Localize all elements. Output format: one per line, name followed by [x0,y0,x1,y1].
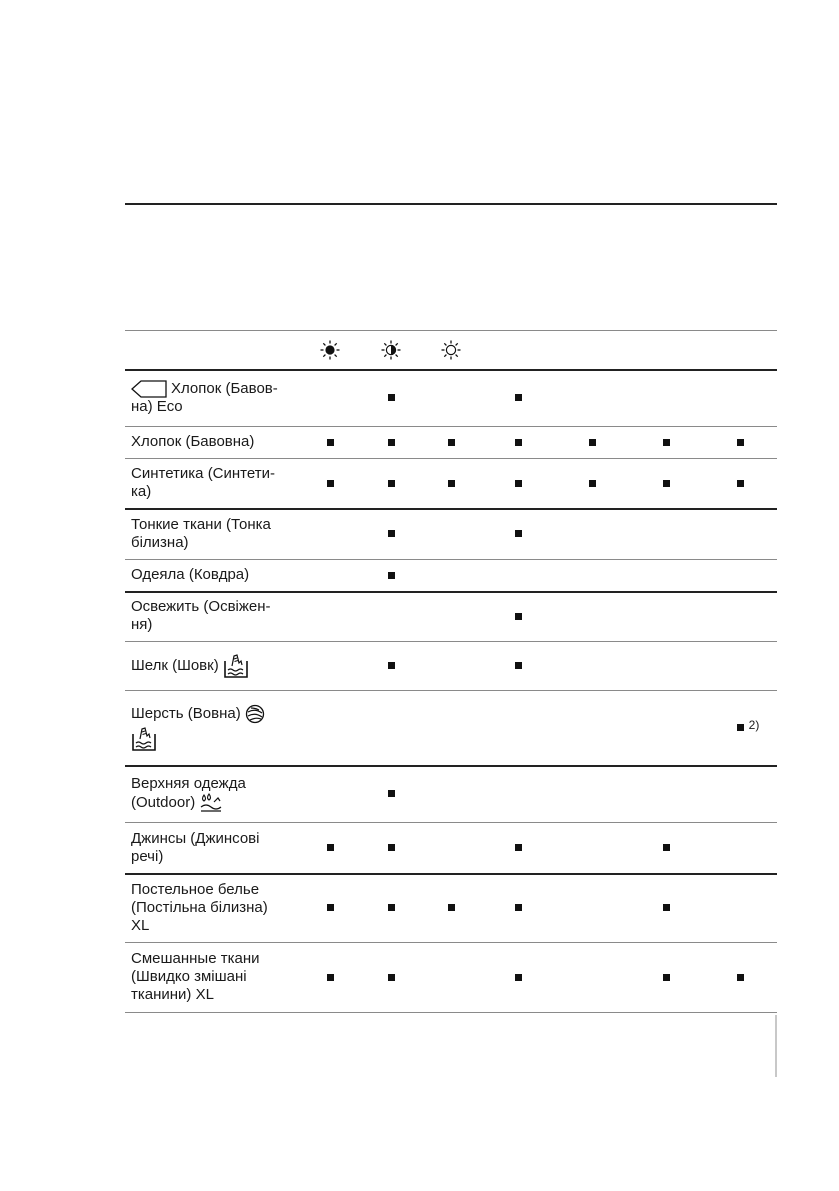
program-name-line [131,848,301,866]
wool-icon [245,704,265,724]
program-name-text: Постельное белье [131,880,260,898]
option-mark [448,904,455,911]
option-mark [515,844,522,851]
program-name-text: (Постільна білизна) [131,898,268,916]
option-mark [327,439,334,446]
option-mark [515,974,522,981]
table-row [125,822,777,873]
program-name-text: Смешанные ткани [131,950,260,967]
option-mark [589,439,596,446]
option-mark [448,480,455,487]
table-row [125,458,777,508]
program-name-line [131,516,301,534]
option-mark [388,439,395,446]
program-name-line [131,616,301,634]
program-name-line [131,968,301,986]
option-mark [515,530,522,537]
option-mark [327,974,334,981]
table-row [125,765,777,822]
table-row [125,508,777,559]
program-name-line [131,534,301,552]
table-row [125,942,777,1012]
option-mark [737,724,744,731]
program-name-line [131,380,301,398]
option-mark [388,394,395,401]
program-name [131,559,301,591]
program-name-line [131,950,301,968]
sun-full-icon [319,339,341,361]
table-row [125,591,777,641]
option-mark [388,974,395,981]
option-mark [448,439,455,446]
option-mark [737,974,744,981]
option-mark [663,974,670,981]
program-name-text: білизна) [131,533,189,551]
table-row [125,426,777,458]
program-name [131,508,301,559]
program-name-text: Одеяла (Ковдра) [131,566,250,583]
program-name-text: Джинсы (Джинсові [131,829,260,847]
program-name [131,690,301,765]
program-name-text: (Outdoor) [131,793,196,811]
program-name-line [131,881,301,899]
program-name-line [131,598,301,616]
option-mark [515,439,522,446]
option-mark [515,480,522,487]
program-name-line [131,483,301,501]
table-row [125,690,777,765]
program-name-text: речі) [131,847,164,865]
program-name-line [131,899,301,917]
option-mark [737,480,744,487]
program-name [131,458,301,508]
option-mark [388,904,395,911]
program-name-line [131,775,301,793]
option-mark [388,530,395,537]
program-name [131,765,301,822]
program-name-line [131,704,301,724]
eco-tag-icon [131,380,167,398]
option-mark [388,662,395,669]
option-mark [388,480,395,487]
option-mark [388,790,395,797]
program-name-text: XL [131,916,150,934]
program-name-text: Освежить (Освіжен- [131,598,271,615]
option-mark [663,844,670,851]
program-name-text: Верхняя одежда [131,774,246,792]
program-name-text: тканини) XL [131,986,214,1003]
program-name-text: (Швидко змішані [131,968,247,985]
program-name [131,822,301,873]
program-name [131,591,301,641]
program-name [131,369,301,426]
program-name-text: ка) [131,483,152,500]
option-mark [663,480,670,487]
program-name-text: Шелк (Шовк) [131,656,219,674]
option-mark [515,662,522,669]
sun-half-icon [380,339,402,361]
program-name-line [131,793,301,813]
table-row [125,369,777,426]
table-row [125,559,777,591]
hand-wash-icon [223,653,249,679]
table-rule [125,1012,777,1013]
table-row [125,873,777,942]
option-mark [327,480,334,487]
program-name [131,641,301,690]
program-name-line [131,917,301,935]
option-mark [327,904,334,911]
program-name-line [131,830,301,848]
program-name-text: на) Eco [131,397,183,415]
program-name-line [131,653,301,679]
program-name-text: Тонкие ткани (Тонка [131,515,271,533]
option-mark [663,904,670,911]
program-name [131,426,301,458]
program-name-line [131,465,301,483]
program-icon-line [131,726,301,752]
program-name-text: Хлопок (Бавов- [171,379,278,397]
table-row [125,641,777,690]
table-rule [125,203,777,205]
program-name-line [131,986,301,1004]
option-mark [515,613,522,620]
option-mark [589,480,596,487]
option-mark [663,439,670,446]
sun-empty-icon [440,339,462,361]
program-name-text: Синтетика (Синтети- [131,465,275,482]
program-name-line [131,566,301,584]
program-name-text: Шерсть (Вовна) [131,704,241,722]
option-mark [388,572,395,579]
program-name-line [131,398,301,416]
option-mark [515,904,522,911]
hand-wash-icon [131,726,157,752]
page-edge-mark [775,1015,777,1077]
option-mark [515,394,522,401]
temperature-icon-row [125,330,777,369]
option-mark [388,844,395,851]
program-name-line [131,433,301,451]
option-mark [327,844,334,851]
program-name-text: Хлопок (Бавовна) [131,433,255,450]
footnote-marker: 2) [748,717,760,732]
program-name-text: ня) [131,616,153,633]
outdoor-icon [199,793,223,813]
program-name [131,873,301,942]
program-name [131,942,301,1012]
option-mark [737,439,744,446]
